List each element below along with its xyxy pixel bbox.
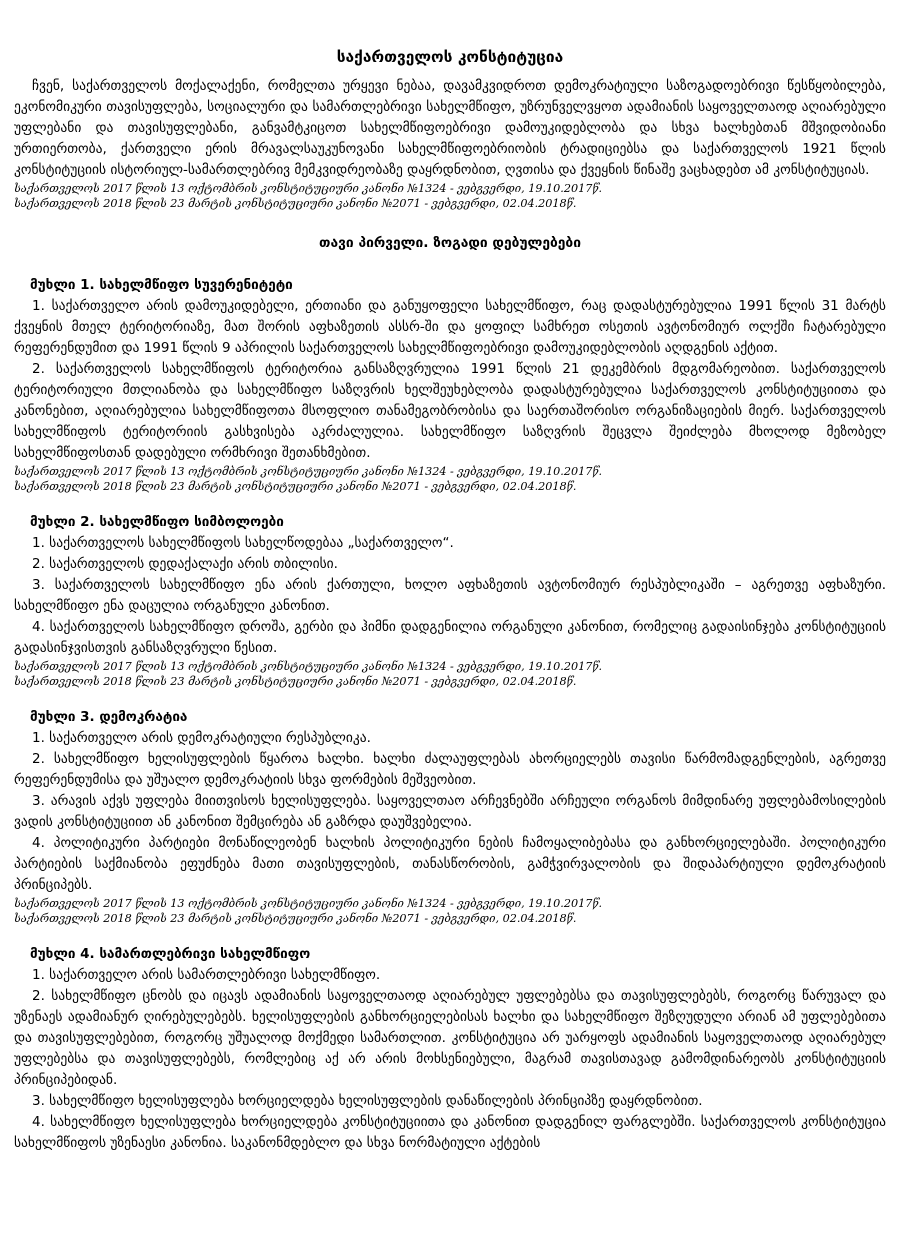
article-paragraph: 4. სახელმწიფო ხელისუფლება ხორციელდება კონსტიტუციითა და კანონით დადგენილ ფარგლებში. საქართველოს კონსტიტუცია სახელმწიფოს უზენაესი კანონია. საკანონმდებლო და სხვა ნორმატიული აქტების: [14, 1114, 886, 1151]
article-title: მუხლი 4. სამართლებრივი სახელმწიფო: [30, 946, 311, 962]
amendment-note: საქართველოს 2017 წლის 13 ოქტომბრის კონსტიტუციური კანონი №1324 - ვებგვერდი, 19.10.2017წ.: [14, 182, 603, 195]
amendment-note: საქართველოს 2018 წლის 23 მარტის კონსტიტუციური კანონი №2071 - ვებგვერდი, 02.04.2018წ.: [14, 197, 577, 210]
article-title: მუხლი 3. დემოკრატია: [30, 709, 188, 725]
amendment-note: საქართველოს 2018 წლის 23 მარტის კონსტიტუციური კანონი №2071 - ვებგვერდი, 02.04.2018წ.: [14, 912, 577, 925]
article-paragraph: 1. საქართველო არის სამართლებრივი სახელმწიფო.: [32, 967, 381, 983]
article-paragraph: 4. საქართველოს სახელმწიფო დროშა, გერბი და ჰიმნი დადგენილია ორგანული კანონით, რომელიც გადაისინჯება კონსტიტუციის გადასინჯვისთვის განსაზღვრული წესით.: [14, 619, 886, 656]
article-paragraph: 2. საქართველოს სახელმწიფოს ტერიტორია განსაზღვრულია 1991 წლის 21 დეკემბრის მდგომარეობით. საქართველოს ტერიტორიული მთლიანობა და სახელმწიფო საზღვრის ხელშეუხებლობა დადასტურებულია საქართველოს კონსტიტუციითა და კანონებით, აღიარებულია სახელმწიფოთა მსოფლიო თანამეგობრობისა და საერთაშორისო ორგანიზაციების მიერ. საქართველოს სახელმწიფოს ტერიტორიის გასხვისება აკრძალულია. სახელმწიფო საზღვრის შეცვლა შეიძლება მხოლოდ მეზობელ სახელმწიფოსთან დადებული ორმხრივი შეთანხმებით.: [14, 361, 886, 461]
preamble-text: ჩვენ, საქართველოს მოქალაქენი, რომელთა ურყევი ნებაა, დავამკვიდროთ დემოკრატიული საზოგადოებრივი წესწყობილება, ეკონომიკური თავისუფლება, სოციალური და სამართლებრივი სახელმწიფო, უზრუნველვყოთ ადამიანის საყოველთაოდ აღიარებული უფლებანი და თავისუფლებანი, განვამტკიცოთ სახელმწიფოებრივი დამოუკიდებლობა და სხვა ხალხებთან მშვიდობიანი ურთიერთობა, ქართველი ერის მრავალსაუკუნოვანი სახელმწიფოებრიობის ტრადიციებსა და საქართველოს 1921 წლის კონსტიტუციის ისტორიულ-სამართლებრივ მემკვიდრეობაზე დაყრდნობით, ღვთისა და ქვეყნის წინაშე ვაცხადებთ ამ კონსტიტუციას.: [14, 78, 886, 178]
article-3: [14, 707, 886, 926]
article-4: [14, 944, 886, 1154]
article-paragraph: 2. საქართველოს დედაქალაქი არის თბილისი.: [32, 556, 338, 572]
article-paragraph: 2. სახელმწიფო ცნობს და იცავს ადამიანის საყოველთაოდ აღიარებულ უფლებებსა და თავისუფლებებს, როგორც წარუვალ და უზენაეს ადამიანურ ღირებულებებს. ხელისუფლების განხორციელებისას ხალხი და სახელმწიფო შეზღუდული არიან ამ უფლებებითა და თავისუფლებებით, როგორც უშუალოდ მოქმედი სამართლით. კონსტიტუცია არ უარყოფს ადამიანის საყოველთაოდ აღიარებულ უფლებებსა და თავისუფლებებს, რომლებიც აქ არ არის მოხსენიებული, მაგრამ თავისთავად გამომდინარეობს კონსტიტუციის პრინციპებიდან.: [14, 988, 886, 1088]
article-1: [14, 275, 886, 494]
amendment-note: საქართველოს 2017 წლის 13 ოქტომბრის კონსტიტუციური კანონი №1324 - ვებგვერდი, 19.10.2017წ.: [14, 897, 603, 910]
amendment-note: საქართველოს 2017 წლის 13 ოქტომბრის კონსტიტუციური კანონი №1324 - ვებგვერდი, 19.10.2017წ.: [14, 465, 603, 478]
article-paragraph: 1. საქართველო არის დამოუკიდებელი, ერთიანი და განუყოფელი სახელმწიფო, რაც დადასტურებულია 1991 წლის 31 მარტს ქვეყნის მთელ ტერიტორიაზე, მათ შორის აფხაზეთის ასსრ-ში და ყოფილ სამხრეთ ოსეთის ავტონომიურ ოლქში ჩატარებული რეფერენდუმით და 1991 წლის 9 აპრილის საქართველოს სახელმწიფოებრივი დამოუკიდებლობის აღდგენის აქტით.: [14, 298, 886, 356]
article-2: [14, 512, 886, 689]
article-title: მუხლი 2. სახელმწიფო სიმბოლოები: [30, 514, 284, 530]
chapter-heading: თავი პირველი. ზოგადი დებულებები: [319, 235, 581, 251]
article-paragraph: 4. პოლიტიკური პარტიები მონაწილეობენ ხალხის პოლიტიკური ნების ჩამოყალიბებასა და განხორციელებაში. პოლიტიკური პარტიების საქმიანობა ეფუძნება მათი თავისუფლების, თანასწორობის, გამჭვირვალობის და შიდაპარტიული დემოკრატიის პრინციპებს.: [14, 835, 886, 893]
article-paragraph: 1. საქართველოს სახელმწიფოს სახელწოდებაა „საქართველო“.: [32, 535, 454, 551]
amendment-note: საქართველოს 2018 წლის 23 მარტის კონსტიტუციური კანონი №2071 - ვებგვერდი, 02.04.2018წ.: [14, 480, 577, 493]
article-paragraph: 2. სახელმწიფო ხელისუფლების წყაროა ხალხი. ხალხი ძალაუფლებას ახორციელებს თავისი წარმომადგენლების, აგრეთვე რეფერენდუმისა და უშუალო დემოკრატიის სხვა ფორმების მეშვეობით.: [14, 751, 886, 788]
article-paragraph: 3. არავის აქვს უფლება მიითვისოს ხელისუფლება. საყოველთაო არჩევნებში არჩეული ორგანოს მიმდინარე უფლებამოსილების ვადის კონსტიტუციით ან კანონით შემცირება ან გაზრდა დაუშვებელია.: [14, 793, 886, 830]
amendment-note: საქართველოს 2018 წლის 23 მარტის კონსტიტუციური კანონი №2071 - ვებგვერდი, 02.04.2018წ.: [14, 675, 577, 688]
article-paragraph: 1. საქართველო არის დემოკრატიული რესპუბლიკა.: [32, 730, 371, 746]
article-paragraph: 3. საქართველოს სახელმწიფო ენა არის ქართული, ხოლო აფხაზეთის ავტონომიურ რესპუბლიკაში – აგრეთვე აფხაზური. სახელმწიფო ენა დაცულია ორგანული კანონით.: [14, 577, 886, 614]
article-paragraph: 3. სახელმწიფო ხელისუფლება ხორციელდება ხელისუფლების დანაწილების პრინციპზე დაყრდნობით.: [32, 1093, 703, 1109]
amendment-note: საქართველოს 2017 წლის 13 ოქტომბრის კონსტიტუციური კანონი №1324 - ვებგვერდი, 19.10.2017წ.: [14, 660, 603, 673]
document-title: საქართველოს კონსტიტუცია: [336, 48, 564, 66]
article-title: მუხლი 1. სახელმწიფო სუვერენიტეტი: [30, 277, 293, 293]
